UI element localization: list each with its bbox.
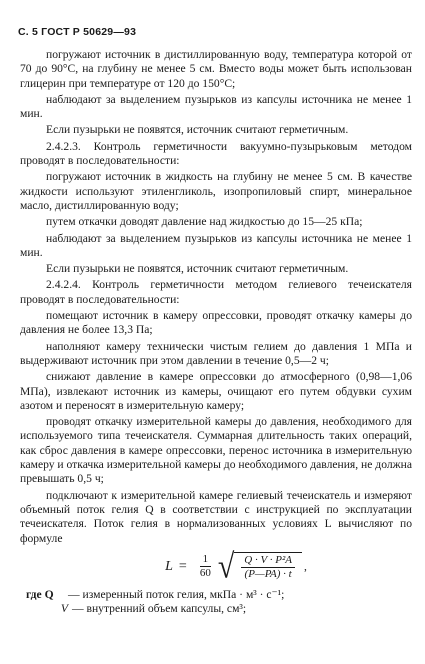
legend-row [26, 602, 412, 616]
paragraph: наблюдают за выделением пузырьков из капсулы источника не менее 1 мин. [20, 92, 412, 121]
paragraph: Если пузырьки не появятся, источник считают герметичным. [46, 123, 349, 137]
legend-key: где Q [26, 587, 54, 601]
legend-text: — измеренный поток гелия, мкПа · м³ · с⁻¹; [68, 587, 285, 601]
paragraph: помещают источник в камеру опрессовки, проводят откачку камеры до давления не более 13,3 Па; [20, 309, 412, 337]
paragraph: путем откачки доводят давление над жидкостью до 15—25 кПа; [46, 215, 363, 229]
coef-numerator: 1 [200, 553, 212, 567]
formula-coefficient [197, 553, 214, 580]
radicand-fraction [241, 554, 295, 581]
paragraph: Если пузырьки не появятся, источник считают герметичным. [46, 262, 349, 276]
formula [60, 547, 412, 586]
paragraph: наполняют камеру технически чистым гелием до давления 1 МПа и выдерживают источник при этом давлении в течение 0,5—2 ч; [20, 339, 412, 367]
formula-lhs: L [165, 558, 173, 574]
legend-text: — внутренний объем капсулы, см³; [72, 602, 247, 616]
page-header: С. 5 ГОСТ Р 50629—93 [18, 26, 137, 38]
square-root [217, 547, 302, 586]
radicand-denominator: (P—PA) · t [244, 568, 292, 581]
paragraph: наблюдают за выделением пузырьков из капсулы источника не менее 1 мин. [20, 231, 412, 259]
formula-legend [26, 588, 412, 617]
radicand-numerator: Q · V · P²A [241, 554, 295, 568]
paragraph: проводят откачку измерительной камеры до давления, необходимого для используемого типа течеискателя. Суммарная длительность таких операций, как сброс давления в камере опрессовки, перенос источника в измерительную камеру и откачка измерительной камеры до необходимого давления, не должна превышать 0,5 ч; [20, 415, 412, 486]
paragraph: снижают давление в камере опрессовки до атмосферного (0,98—1,06 МПа), извлекают источник из камеры, очищают его путем обдувки сухим азотом и переносят в измерительную камеру; [20, 370, 412, 412]
section-heading: 2.4.2.3. Контроль герметичности вакуумно-пузырьковым методом проводят в последовательности: [20, 139, 412, 168]
radical-sign-icon: √ [217, 547, 235, 586]
section-heading: 2.4.2.4. Контроль герметичности методом гелиевого течеискателя проводят в последовательности: [20, 278, 412, 306]
body-text [20, 48, 412, 616]
radicand [234, 552, 302, 581]
coef-denominator: 60 [199, 567, 211, 580]
paragraph: подключают к измерительной камере гелиевый течеискатель и измеряют объемный поток гелия Q в соответствии с инструкцией по эксплуатации течеискателя. Поток гелия в нормализованных условиях L вычисляют по формуле [20, 488, 412, 545]
formula-trail: , [303, 559, 307, 573]
legend-row [26, 588, 412, 602]
paragraph: погружают источник в дистиллированную воду, температура которой от 70 до 90°С, на глубину не менее 5 см. Вместо воды может быть использован глицерин при температуре от 120 до 150°С; [20, 48, 412, 90]
formula-equals: = [178, 558, 187, 574]
paragraph: погружают источник в жидкость на глубину не менее 5 см. В качестве жидкости используют этиленгликоль, изопропиловый спирт, минеральное масло, дистиллированную воду; [20, 170, 412, 212]
legend-key: V [60, 602, 68, 616]
